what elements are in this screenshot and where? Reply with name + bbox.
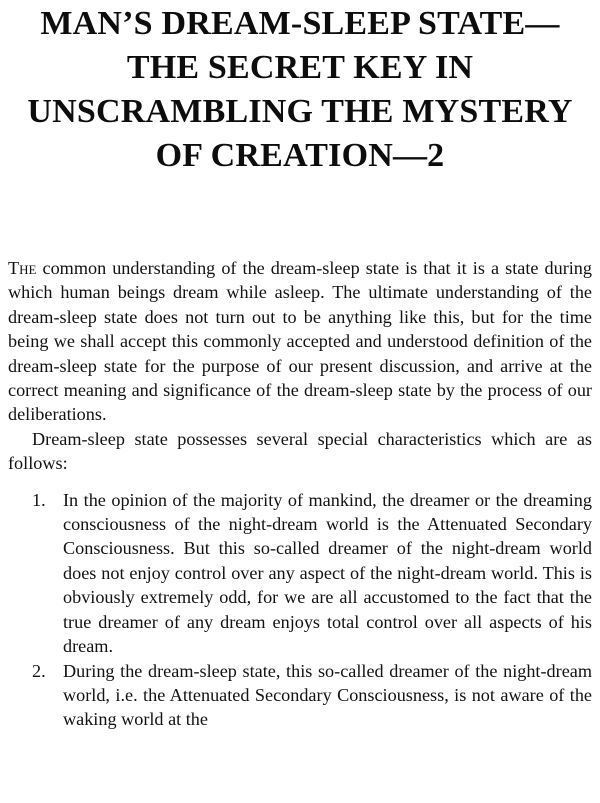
list-item-text: During the dream-sleep state, this so-called dreamer of the night-dream world, i.e. the Attenuated Secondary Consciousness, is not aware of the waking world at the (63, 660, 592, 730)
paragraph-lead-word: The (8, 258, 37, 278)
characteristics-list (8, 488, 592, 732)
chapter-title-line: THE SECRET KEY IN (126, 49, 474, 86)
chapter-title-line: MAN’S DREAM-SLEEP STATE— (40, 5, 560, 42)
paragraph-opening-text: common understanding of the dream-sleep state is that it is a state during which human beings dream while asleep. The ultimate understanding of the dream-sleep state does not turn out to be anything like this, but for the time being we shall accept this commonly accepted and understood definition of the dream-sleep state for the purpose of our present discussion, and arrive at the correct meaning and significance of the dream-sleep state by the process of our deliberations. (8, 258, 592, 425)
list-item-number: 2. (32, 660, 46, 681)
chapter-title (10, 2, 590, 178)
paragraph-opening (8, 256, 592, 427)
body-text (8, 256, 592, 732)
paragraph-characteristics-intro: Dream-sleep state possesses several special characteristics which are as follows: (8, 428, 592, 474)
chapter-title-line: OF CREATION—2 (155, 137, 445, 174)
chapter-title-line: UNSCRAMBLING THE MYSTERY (27, 93, 573, 130)
list-item (8, 659, 592, 732)
list-item-text: In the opinion of the majority of mankind, the dreamer or the dreaming consciousness of the night-dream world is the Attenuated Secondary Consciousness. But this so-called dreamer of the night-dream world does not enjoy control over any aspect of the night-dream world. This is obviously extremely odd, for we are all accustomed to the fact that the true dreamer of any dream enjoys total control over all aspects of his dream. (63, 489, 592, 657)
list-item-number: 1. (32, 489, 46, 510)
list-item (8, 488, 592, 659)
